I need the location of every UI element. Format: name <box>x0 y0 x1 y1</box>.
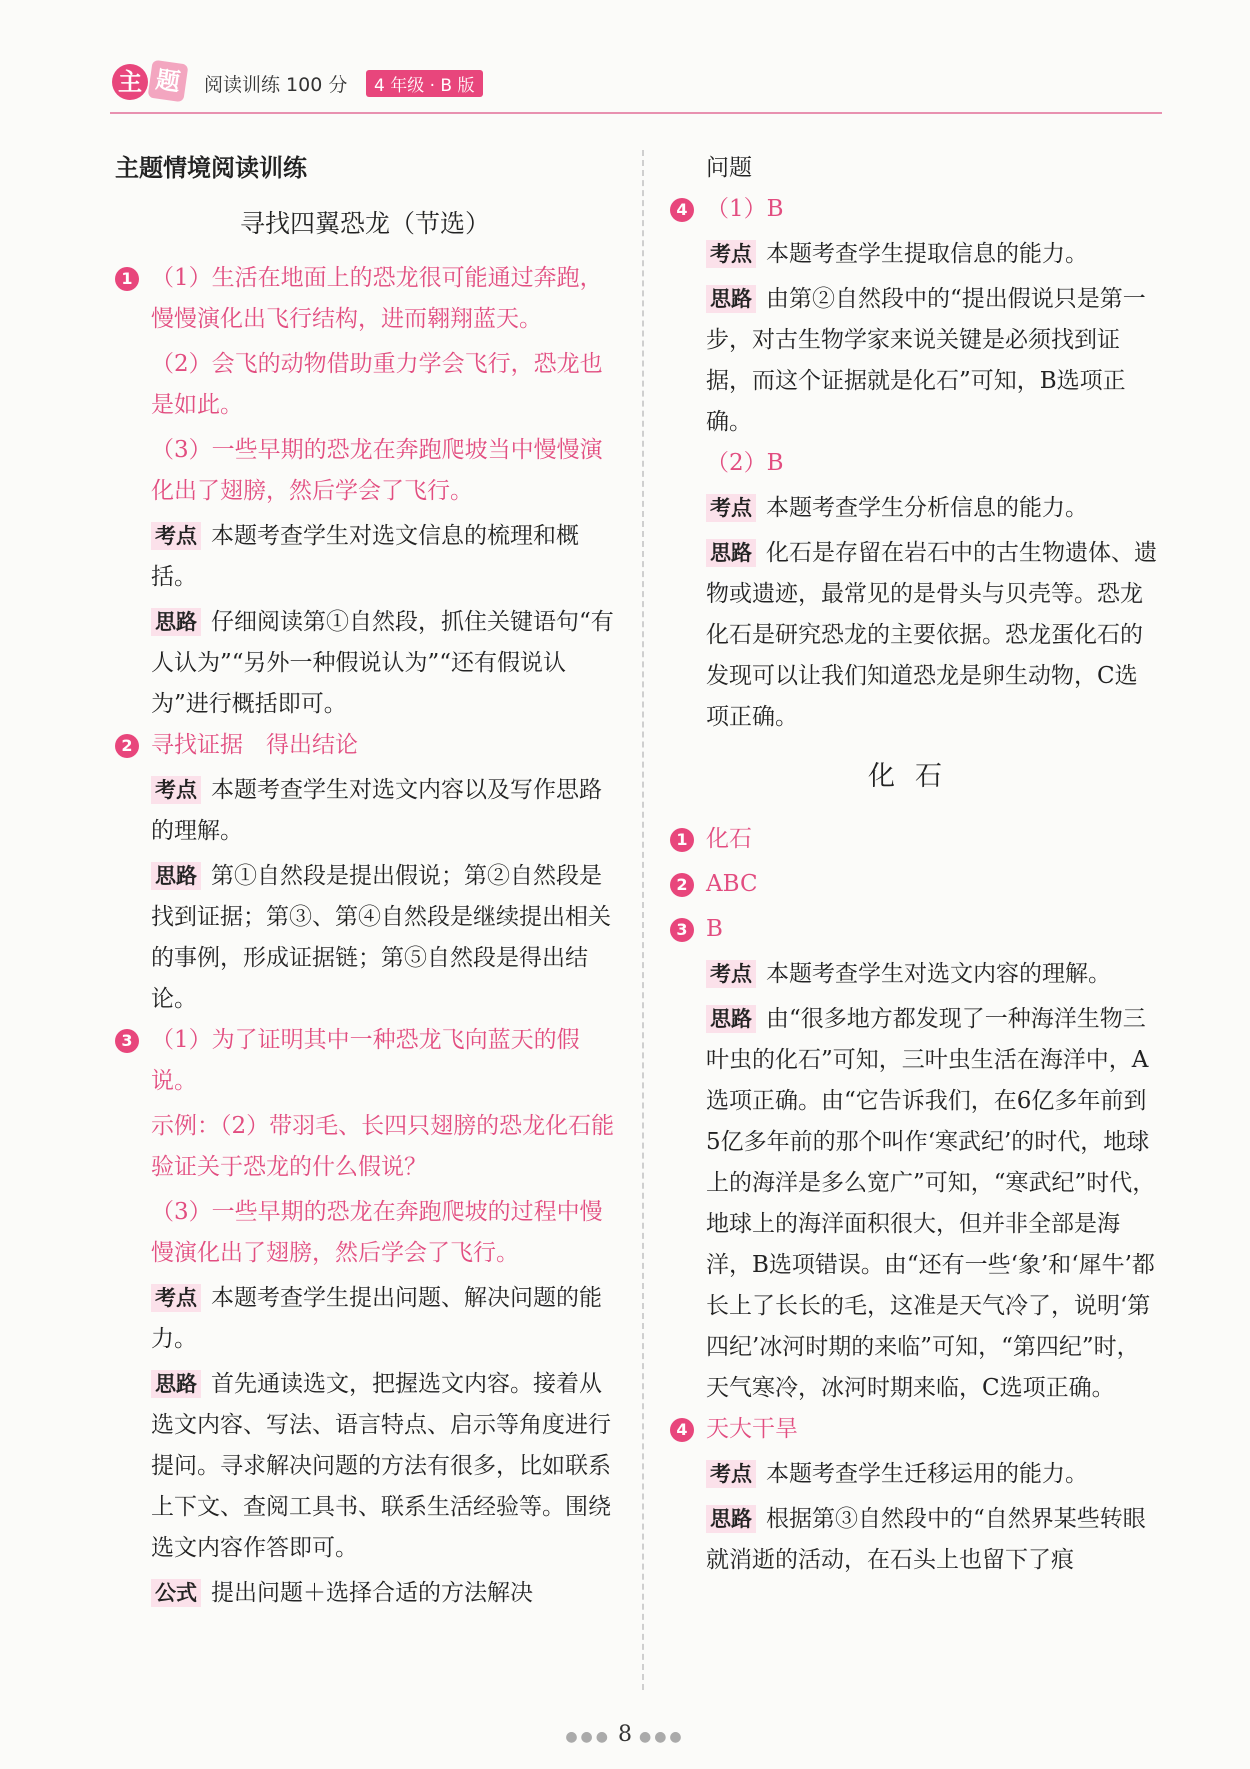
silu-note <box>706 533 1160 738</box>
answer-line: ABC <box>706 871 758 897</box>
answer-line: B <box>706 916 723 942</box>
silu-text: 首先通读选文，把握选文内容。接着从选文内容、写法、语言特点、启示等角度进行提问。寻求解决问题的方法有很多，比如联系上下文、查阅工具书、联系生活经验等。围绕选文内容作答即可。 <box>151 1371 611 1561</box>
question-number: 2 <box>115 734 139 758</box>
kaodian-label: 考点 <box>151 522 201 550</box>
silu-label: 思路 <box>706 1505 756 1533</box>
question-number: 3 <box>115 1029 139 1053</box>
silu-text: 第①自然段是提出假说；第②自然段是找到证据；第③、第④自然段是继续提出相关的事例，形成证据链；第⑤自然段是得出结论。 <box>151 863 611 1012</box>
page-number: 8 <box>618 1722 632 1747</box>
grade-badge: 4 年级 · B 版 <box>366 70 483 97</box>
continued-text: 问题 <box>706 155 752 181</box>
question-b3 <box>670 909 1160 1409</box>
silu-note <box>151 602 615 725</box>
kaodian-text: 本题考查学生对选文内容以及写作思路的理解。 <box>151 777 602 844</box>
answer-line: 示例：（2）带羽毛、长四只翅膀的恐龙化石能验证关于恐龙的什么假说？ <box>151 1113 615 1180</box>
answer-line: （2）会飞的动物借助重力学会飞行，恐龙也是如此。 <box>151 351 603 418</box>
silu-text: 由第②自然段中的“提出假说只是第一步，对古生物学家来说关键是必须找到证据，而这个证据就是化石”可知，B选项正确。 <box>706 286 1146 435</box>
section-title: 主题情境阅读训练 <box>115 154 307 182</box>
kaodian-text: 本题考查学生分析信息的能力。 <box>766 495 1088 521</box>
question-1 <box>115 258 615 725</box>
answer-line: （1）生活在地面上的恐龙很可能通过奔跑，慢慢演化出飞行结构，进而翱翔蓝天。 <box>151 265 603 332</box>
silu-label: 思路 <box>706 1005 756 1033</box>
question-b2 <box>670 864 1160 905</box>
kaodian-note <box>706 954 1160 995</box>
kaodian-text: 本题考查学生迁移运用的能力。 <box>766 1461 1088 1487</box>
silu-note <box>706 999 1160 1409</box>
kaodian-text: 本题考查学生提取信息的能力。 <box>766 241 1088 267</box>
column-divider <box>642 150 644 1690</box>
formula-text: 提出问题＋选择合适的方法解决 <box>211 1580 533 1606</box>
kaodian-text: 本题考查学生对选文信息的梳理和概括。 <box>151 523 579 590</box>
question-number: 1 <box>115 267 139 291</box>
question-number: 3 <box>670 918 694 942</box>
formula-note <box>151 1573 615 1614</box>
kaodian-label: 考点 <box>706 1460 756 1488</box>
question-b1 <box>670 819 1160 860</box>
question-3 <box>115 1020 615 1614</box>
question-number: 1 <box>670 828 694 852</box>
question-number: 2 <box>670 873 694 897</box>
question-number: 4 <box>670 1418 694 1442</box>
question-b4 <box>670 1409 1160 1581</box>
formula-label: 公式 <box>151 1579 201 1607</box>
silu-note <box>151 856 615 1020</box>
kaodian-note <box>706 1454 1160 1495</box>
silu-label: 思路 <box>706 539 756 567</box>
kaodian-note <box>151 770 615 852</box>
silu-note <box>706 279 1160 443</box>
question-number: 4 <box>670 198 694 222</box>
answer-line: （3）一些早期的恐龙在奔跑爬坡当中慢慢演化出了翅膀，然后学会了飞行。 <box>151 437 603 504</box>
logo-char-1: 主 <box>112 64 148 100</box>
kaodian-note <box>151 516 615 598</box>
answer-line: 化石 <box>706 826 752 852</box>
question-4 <box>670 189 1160 738</box>
kaodian-text: 本题考查学生提出问题、解决问题的能力。 <box>151 1285 602 1352</box>
kaodian-label: 考点 <box>151 776 201 804</box>
footer-dots-right: ●●● <box>639 1729 685 1745</box>
logo-char-2: 题 <box>148 60 189 103</box>
silu-text: 由“很多地方都发现了一种海洋生物三叶虫的化石”可知，三叶虫生活在海洋中，A选项正确。由“它告诉我们，在6亿多年前到5亿多年前的那个叫作‘寒武纪’的时代，地球上的海洋是多么宽广”可知，“寒武纪”时代，地球上的海洋面积很大，但并非全部是海洋，B选项错误。由“还有一些‘象’和‘犀牛’都长上了长长的毛，这准是天气冷了，说明‘第四纪’冰河时期的来临”可知，“第四纪”时，天气寒冷，冰河时期来临，C选项正确。 <box>706 1006 1156 1401</box>
left-column <box>115 148 615 1614</box>
kaodian-label: 考点 <box>706 960 756 988</box>
kaodian-label: 考点 <box>706 240 756 268</box>
silu-text: 化石是存留在岩石中的古生物遗体、遗物或遗迹，最常见的是骨头与贝壳等。恐龙化石是研究恐龙的主要依据。恐龙蛋化石的发现可以让我们知道恐龙是卵生动物，C选项正确。 <box>706 540 1157 730</box>
answer-line: 天大干旱 <box>706 1416 798 1442</box>
answer-line: （2）B <box>706 450 784 476</box>
page-footer <box>0 1722 1250 1747</box>
kaodian-text: 本题考查学生对选文内容的理解。 <box>766 961 1111 987</box>
answer-line: （3）一些早期的恐龙在奔跑爬坡的过程中慢慢演化出了翅膀，然后学会了飞行。 <box>151 1199 603 1266</box>
silu-label: 思路 <box>151 608 201 636</box>
silu-label: 思路 <box>151 1370 201 1398</box>
silu-note <box>151 1364 615 1569</box>
answer-line: （1）B <box>706 196 784 222</box>
silu-note <box>706 1499 1160 1581</box>
article-title-2: 化石 <box>868 761 962 792</box>
series-logo <box>110 60 190 104</box>
kaodian-note <box>151 1278 615 1360</box>
footer-dots-left: ●●● <box>565 1729 611 1745</box>
header-divider <box>110 112 1162 114</box>
question-2 <box>115 725 615 1020</box>
silu-label: 思路 <box>151 862 201 890</box>
kaodian-note <box>706 488 1160 529</box>
answer-line: 寻找证据 得出结论 <box>151 732 358 758</box>
page-header <box>110 52 1162 112</box>
silu-label: 思路 <box>706 285 756 313</box>
silu-text: 仔细阅读第①自然段，抓住关键语句“有人认为”“另外一种假说认为”“还有假说认为”进行概括即可。 <box>151 609 614 717</box>
answer-line: （1）为了证明其中一种恐龙飞向蓝天的假说。 <box>151 1027 580 1094</box>
article-title: 寻找四翼恐龙（节选） <box>239 209 490 238</box>
series-title: 阅读训练 100 分 <box>204 74 348 96</box>
silu-text: 根据第③自然段中的“自然界某些转眼就消逝的活动，在石头上也留下了痕 <box>706 1506 1146 1573</box>
kaodian-note <box>706 234 1160 275</box>
right-column <box>670 148 1160 1581</box>
kaodian-label: 考点 <box>151 1284 201 1312</box>
kaodian-label: 考点 <box>706 494 756 522</box>
